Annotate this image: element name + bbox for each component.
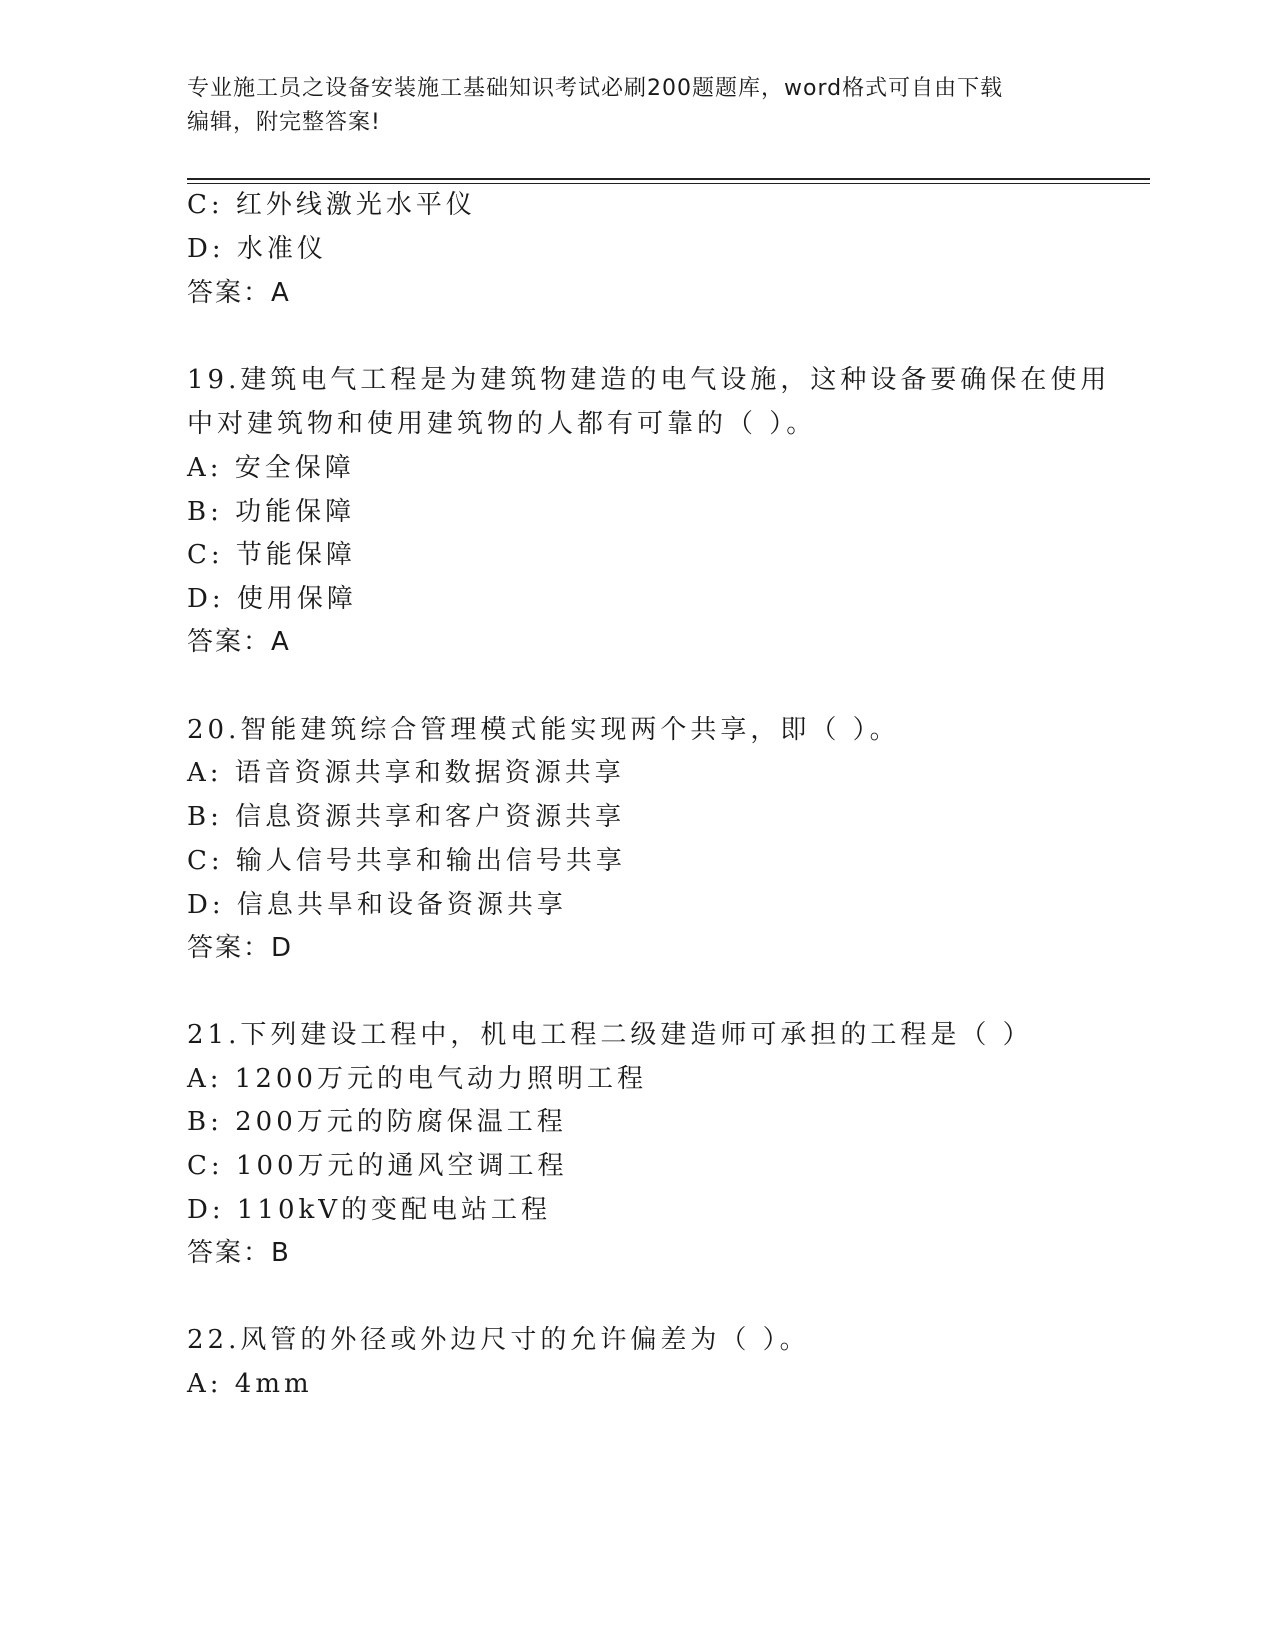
q20-answer: 答案：D xyxy=(187,933,294,963)
q21-answer: 答案：B xyxy=(187,1238,291,1268)
header-divider-thick xyxy=(187,178,1150,180)
q20-option-d: D: 信息共旱和设备资源共享 xyxy=(187,890,567,920)
q19-answer: 答案：A xyxy=(187,627,291,657)
q22-option-a: A: 4mm xyxy=(187,1369,313,1399)
q21-option-b: B: 200万元的防腐保温工程 xyxy=(187,1107,567,1137)
header-divider-thin xyxy=(187,183,1150,184)
document-header xyxy=(187,72,1067,140)
q19-option-d: D: 使用保障 xyxy=(187,584,357,614)
q20-stem: 20.智能建筑综合管理模式能实现两个共享，即（ ）。 xyxy=(187,715,900,745)
header-line-2: 编辑，附完整答案! xyxy=(187,110,381,135)
q20-option-b: B: 信息资源共享和客户资源共享 xyxy=(187,802,626,832)
q21-stem: 21.下列建设工程中，机电工程二级建造师可承担的工程是（ ） xyxy=(187,1020,1033,1050)
q22-stem: 22.风管的外径或外边尺寸的允许偏差为（ ）。 xyxy=(187,1325,810,1355)
q18-option-c: C: 红外线激光水平仪 xyxy=(187,190,476,220)
q20-option-c: C: 输人信号共享和输出信号共享 xyxy=(187,846,626,876)
q18-option-d: D: 水准仪 xyxy=(187,234,327,264)
q21-option-d: D: 110kV的变配电站工程 xyxy=(187,1195,552,1225)
q18-answer: 答案：A xyxy=(187,278,291,308)
q19-option-a: A: 安全保障 xyxy=(187,453,355,483)
header-line-1: 专业施工员之设备安装施工基础知识考试必刷200题题库，word格式可自由下载 xyxy=(187,76,1004,101)
q19-option-b: B: 功能保障 xyxy=(187,497,356,527)
q20-option-a: A: 语音资源共享和数据资源共享 xyxy=(187,758,625,788)
q19-stem-line-2: 中对建筑物和使用建筑物的人都有可靠的（ ）。 xyxy=(187,409,817,439)
q19-option-c: C: 节能保障 xyxy=(187,540,356,570)
q21-option-c: C: 100万元的通风空调工程 xyxy=(187,1151,568,1181)
q19-stem-line-1: 19.建筑电气工程是为建筑物建造的电气设施，这种设备要确保在使用 xyxy=(187,365,1111,395)
q21-option-a: A: 1200万元的电气动力照明工程 xyxy=(187,1064,647,1094)
